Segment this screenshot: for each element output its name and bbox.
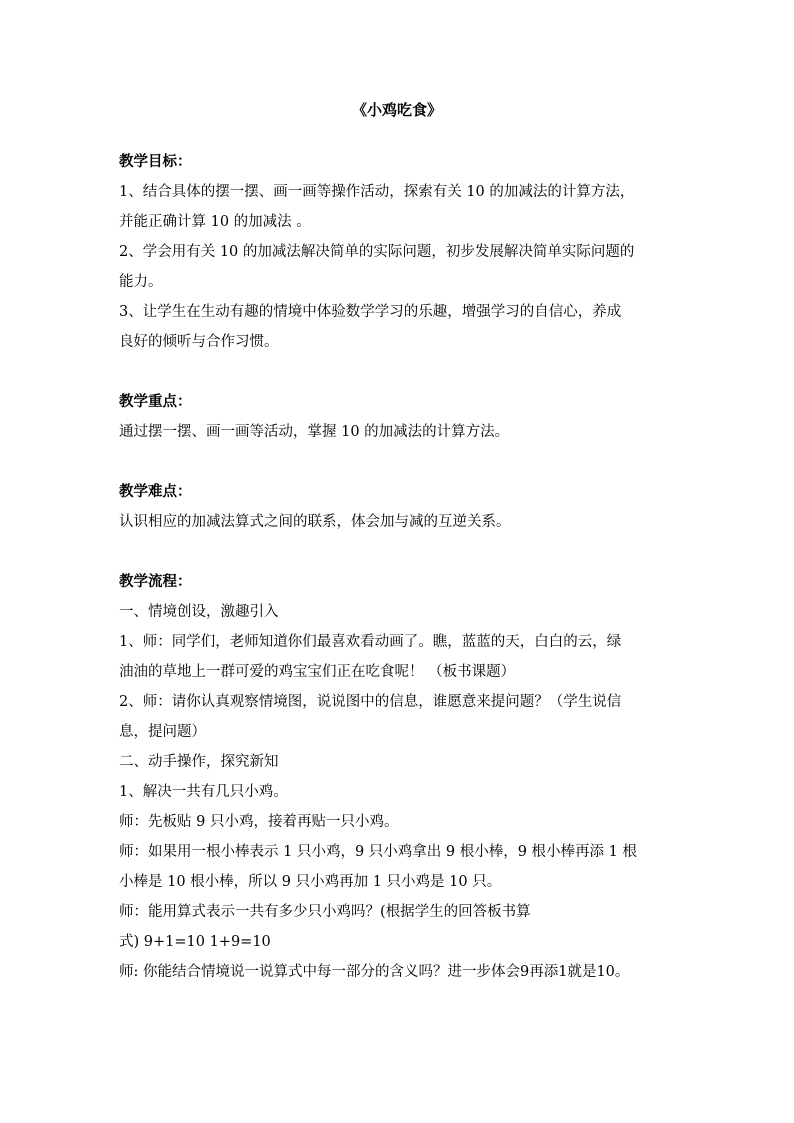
goals-line: 2、学会用有关 10 的加减法解决简单的实际问题，初步发展解决简单实际问题的	[119, 244, 635, 260]
process-line: 1、师：同学们，老师知道你们最喜欢看动画了。瞧，蓝蓝的天，白白的云，绿	[119, 634, 622, 650]
section-spacer	[119, 357, 675, 387]
section-heading-process: 教学流程：	[119, 573, 192, 590]
goals-line: 良好的倾听与合作习惯。	[119, 334, 279, 350]
process-line: 一、情境创设，激趣引入	[119, 604, 279, 620]
key-points-line: 通过摆一摆、画一画等活动，掌握 10 的加减法的计算方法。	[119, 424, 510, 440]
process-line: 2、师：请你认真观察情境图，说说图中的信息，谁愿意来提问题？（学生说信	[119, 694, 622, 710]
process-line: 小棒是 10 根小棒，所以 9 只小鸡再加 1 只小鸡是 10 只。	[119, 874, 502, 890]
process-line: 1、解决一共有几只小鸡。	[119, 784, 288, 800]
process-line: 二、动手操作，探究新知	[119, 754, 279, 770]
section-heading-key-points: 教学重点：	[119, 393, 192, 410]
goals-line: 1、结合具体的摆一摆、画一画等操作活动，探索有关 10 的加减法的计算方法，	[119, 184, 635, 200]
document-title: 《小鸡吃食》	[351, 101, 442, 119]
process-line: 师：能用算式表示一共有多少只小鸡吗？(根据学生的回答板书算	[119, 904, 531, 920]
section-heading-difficulties: 教学难点：	[119, 483, 192, 500]
section-spacer	[119, 537, 675, 567]
process-line: 油油的草地上一群可爱的鸡宝宝们正在吃食呢！ （板书课题）	[119, 664, 516, 680]
goals-line: 并能正确计算 10 的加减法 。	[119, 214, 311, 230]
process-line: 师: 你能结合情境说一说算式中每一部分的含义吗？进一步体会9再添1就是10。	[119, 964, 630, 980]
process-line: 式) 9+1=10 1+9=10	[119, 934, 271, 950]
difficulties-line: 认识相应的加减法算式之间的联系，体会加与减的互逆关系。	[119, 514, 511, 530]
section-spacer	[119, 447, 675, 477]
process-line: 师：如果用一根小棒表示 1 只小鸡，9 只小鸡拿出 9 根小棒，9 根小棒再添 1 根	[119, 844, 637, 860]
process-line: 师：先板贴 9 只小鸡，接着再贴一只小鸡。	[119, 814, 399, 830]
goals-line: 3、让学生在生动有趣的情境中体验数学学习的乐趣，增强学习的自信心，养成	[119, 304, 622, 320]
process-line: 息，提问题）	[119, 724, 206, 740]
section-heading-goals: 教学目标：	[119, 153, 192, 170]
goals-line: 能力。	[119, 274, 163, 290]
document-body	[119, 95, 675, 987]
